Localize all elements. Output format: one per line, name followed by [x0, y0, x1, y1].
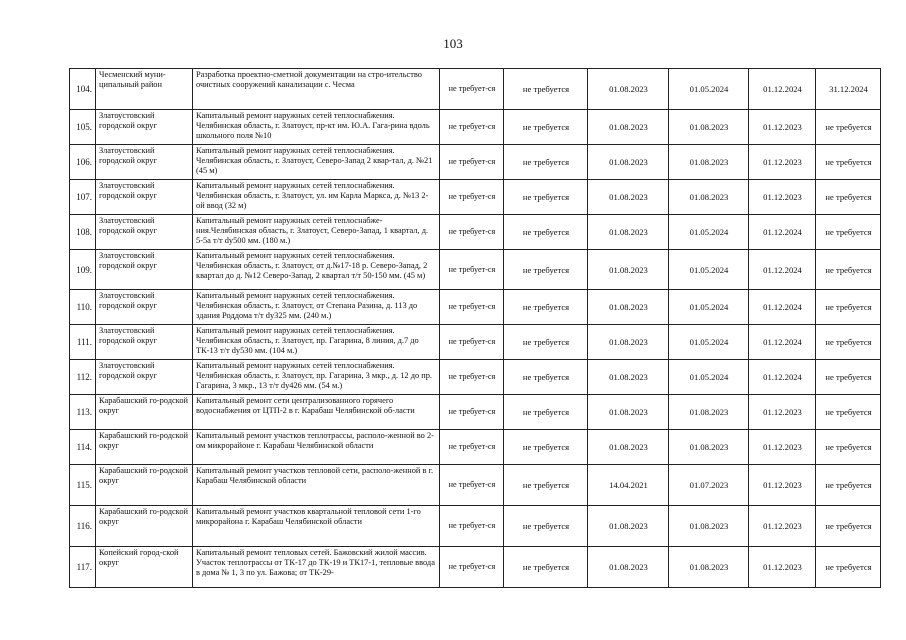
col-5-cell: 01.08.2023 [588, 215, 669, 250]
col-7-cell: 01.12.2023 [749, 430, 816, 465]
district-cell: Карабашский го-родской округ [96, 506, 193, 547]
col-7-cell: 01.12.2023 [749, 547, 816, 588]
district-cell: Златоустовский городской округ [96, 325, 193, 360]
col-8-cell: не требуется [816, 215, 881, 250]
col-5-cell: 01.08.2023 [588, 290, 669, 325]
table-body [70, 69, 881, 588]
col-3-cell: не требует-ся [440, 290, 504, 325]
row-number: 114. [70, 430, 96, 465]
description-cell: Капитальный ремонт участков тепловой сети, располо-женной в г. Карабаш Челябинской области [193, 465, 440, 506]
district-cell: Карабашский го-родской округ [96, 465, 193, 506]
col-4-cell: не требуется [504, 145, 588, 180]
table-row [70, 506, 881, 547]
col-8-cell: не требуется [816, 290, 881, 325]
col-8-cell: не требуется [816, 547, 881, 588]
description-cell: Капитальный ремонт наружных сетей теплоснабжения. Челябинская область, г. Златоуст, ул. им Карла Маркса, д. №13 2-ой ввод (32 м) [193, 180, 440, 215]
table-row [70, 290, 881, 325]
row-number: 112. [70, 360, 96, 395]
table-row [70, 110, 881, 145]
row-number: 104. [70, 69, 96, 110]
row-number: 106. [70, 145, 96, 180]
col-4-cell: не требуется [504, 547, 588, 588]
col-8-cell: не требуется [816, 250, 881, 290]
col-8-cell: не требуется [816, 395, 881, 430]
district-cell: Златоустовский городской округ [96, 250, 193, 290]
col-7-cell: 01.12.2024 [749, 250, 816, 290]
col-6-cell: 01.08.2023 [669, 180, 749, 215]
col-7-cell: 01.12.2023 [749, 506, 816, 547]
description-cell: Капитальный ремонт наружных сетей теплоснабжения. Челябинская область, г. Златоуст, пр. Гагарина, 8 линия, д.7 до ТК-13 т/т dy530 мм. (104 м.) [193, 325, 440, 360]
col-3-cell: не требует-ся [440, 110, 504, 145]
description-cell: Капитальный ремонт тепловых сетей. Бажовский жилой массив. Участок теплотрассы от ТК-17 до ТК-19 и ТК17-1, тепловые ввода в дома № 1, 3 по ул. Бажова; от ТК-29- [193, 547, 440, 588]
table-row [70, 180, 881, 215]
col-7-cell: 01.12.2023 [749, 110, 816, 145]
district-cell: Карабашский го-родской округ [96, 395, 193, 430]
col-4-cell: не требуется [504, 395, 588, 430]
col-5-cell: 01.08.2023 [588, 360, 669, 395]
row-number: 111. [70, 325, 96, 360]
col-6-cell: 01.08.2023 [669, 547, 749, 588]
table-row [70, 430, 881, 465]
works-table [69, 68, 881, 588]
col-6-cell: 01.05.2024 [669, 360, 749, 395]
district-cell: Златоустовский городской округ [96, 110, 193, 145]
col-7-cell: 01.12.2023 [749, 145, 816, 180]
col-5-cell: 01.08.2023 [588, 69, 669, 110]
col-4-cell: не требуется [504, 506, 588, 547]
col-6-cell: 01.05.2024 [669, 325, 749, 360]
description-cell: Капитальный ремонт наружных сетей теплоснабжения. Челябинская область, г. Златоуст, пр-кт им. Ю.А. Гага-рина вдоль школьного поля №10 [193, 110, 440, 145]
col-5-cell: 01.08.2023 [588, 325, 669, 360]
col-8-cell: не требуется [816, 506, 881, 547]
col-3-cell: не требует-ся [440, 180, 504, 215]
col-8-cell: не требуется [816, 180, 881, 215]
col-4-cell: не требуется [504, 465, 588, 506]
col-8-cell: не требуется [816, 465, 881, 506]
table-row [70, 360, 881, 395]
col-7-cell: 01.12.2024 [749, 325, 816, 360]
col-5-cell: 01.08.2023 [588, 145, 669, 180]
col-4-cell: не требуется [504, 215, 588, 250]
description-cell: Капитальный ремонт наружных сетей теплоснабже-ния.Челябинская область, г. Златоуст, Северо-Запад, 1 квартал, д. 5-5а т/т dy500 мм. (180 м.) [193, 215, 440, 250]
table-row [70, 325, 881, 360]
col-7-cell: 01.12.2024 [749, 69, 816, 110]
col-6-cell: 01.05.2024 [669, 250, 749, 290]
col-8-cell: не требуется [816, 325, 881, 360]
table-row [70, 215, 881, 250]
table-row [70, 145, 881, 180]
col-5-cell: 01.08.2023 [588, 430, 669, 465]
col-5-cell: 01.08.2023 [588, 110, 669, 145]
col-6-cell: 01.08.2023 [669, 430, 749, 465]
description-cell: Капитальный ремонт наружных сетей теплоснабжения. Челябинская область, г. Златоуст, от Степана Разина, д. 113 до здания Роддома т/т dy325 мм. (240 м.) [193, 290, 440, 325]
col-4-cell: не требуется [504, 110, 588, 145]
col-7-cell: 01.12.2023 [749, 395, 816, 430]
col-7-cell: 01.12.2023 [749, 180, 816, 215]
col-4-cell: не требуется [504, 360, 588, 395]
district-cell: Златоустовский городской округ [96, 180, 193, 215]
col-3-cell: не требует-ся [440, 465, 504, 506]
col-5-cell: 01.08.2023 [588, 506, 669, 547]
row-number: 109. [70, 250, 96, 290]
col-3-cell: не требует-ся [440, 250, 504, 290]
description-cell: Капитальный ремонт участков теплотрассы, располо-женной во 2-ом микрорайоне г. Карабаш Челябинской области [193, 430, 440, 465]
col-8-cell: не требуется [816, 110, 881, 145]
row-number: 116. [70, 506, 96, 547]
col-7-cell: 01.12.2024 [749, 215, 816, 250]
col-5-cell: 01.08.2023 [588, 180, 669, 215]
row-number: 107. [70, 180, 96, 215]
col-7-cell: 01.12.2024 [749, 360, 816, 395]
col-3-cell: не требует-ся [440, 69, 504, 110]
col-4-cell: не требуется [504, 325, 588, 360]
col-5-cell: 01.08.2023 [588, 250, 669, 290]
col-5-cell: 01.08.2023 [588, 547, 669, 588]
district-cell: Златоустовский городской округ [96, 360, 193, 395]
col-4-cell: не требуется [504, 69, 588, 110]
page-number: 103 [443, 36, 463, 51]
col-7-cell: 01.12.2024 [749, 290, 816, 325]
col-7-cell: 01.12.2023 [749, 465, 816, 506]
col-3-cell: не требует-ся [440, 145, 504, 180]
col-8-cell: 31.12.2024 [816, 69, 881, 110]
description-cell: Капитальный ремонт сети централизованного горячего водоснабжения от ЦТП-2 в г. Карабаш Челябинской об-ласти [193, 395, 440, 430]
description-cell: Капитальный ремонт участков квартальной тепловой сети 1-го микрорайона г. Карабаш Челябинской области [193, 506, 440, 547]
row-number: 108. [70, 215, 96, 250]
district-cell: Златоустовский городской округ [96, 145, 193, 180]
description-cell: Капитальный ремонт наружных сетей теплоснабжения. Челябинская область, г. Златоуст, пр. Гагарина, 3 мкр., д. 12 до пр. Гагарина, 3 мкр., 13 т/т dy426 мм. (54 м.) [193, 360, 440, 395]
table-row [70, 395, 881, 430]
row-number: 110. [70, 290, 96, 325]
col-4-cell: не требуется [504, 430, 588, 465]
col-8-cell: не требуется [816, 360, 881, 395]
col-6-cell: 01.07.2023 [669, 465, 749, 506]
col-6-cell: 01.08.2023 [669, 395, 749, 430]
col-5-cell: 01.08.2023 [588, 395, 669, 430]
col-6-cell: 01.05.2024 [669, 290, 749, 325]
col-5-cell: 14.04.2021 [588, 465, 669, 506]
col-3-cell: не требует-ся [440, 215, 504, 250]
district-cell: Златоустовский городской округ [96, 290, 193, 325]
description-cell: Разработка проектно-сметной документации на стро-ительство очистных сооружений канализации с. Чесма [193, 69, 440, 110]
col-4-cell: не требуется [504, 180, 588, 215]
col-6-cell: 01.05.2024 [669, 215, 749, 250]
col-3-cell: не требует-ся [440, 506, 504, 547]
row-number: 117. [70, 547, 96, 588]
description-cell: Капитальный ремонт наружных сетей теплоснабжения. Челябинская область, г. Златоуст, от д.№17-18 р. Северо-Запад, 2 квартал до д. №12 Северо-Запад, 2 квартал т/т 50-150 мм. (45 м) [193, 250, 440, 290]
table-row [70, 465, 881, 506]
col-6-cell: 01.08.2023 [669, 145, 749, 180]
col-8-cell: не требуется [816, 145, 881, 180]
col-6-cell: 01.05.2024 [669, 69, 749, 110]
col-3-cell: не требует-ся [440, 430, 504, 465]
table-row [70, 250, 881, 290]
col-4-cell: не требуется [504, 250, 588, 290]
col-3-cell: не требует-ся [440, 360, 504, 395]
district-cell: Чесменский муни-ципальный район [96, 69, 193, 110]
col-3-cell: не требует-ся [440, 547, 504, 588]
row-number: 113. [70, 395, 96, 430]
col-3-cell: не требует-ся [440, 325, 504, 360]
col-3-cell: не требует-ся [440, 395, 504, 430]
col-6-cell: 01.08.2023 [669, 110, 749, 145]
col-6-cell: 01.08.2023 [669, 506, 749, 547]
col-8-cell: не требуется [816, 430, 881, 465]
description-cell: Капитальный ремонт наружных сетей теплоснабжения. Челябинская область, г. Златоуст, Северо-Запад 2 квар-тал, д. №21 (45 м) [193, 145, 440, 180]
table-row [70, 69, 881, 110]
district-cell: Карабашский го-родской округ [96, 430, 193, 465]
district-cell: Копейский город-ской округ [96, 547, 193, 588]
col-4-cell: не требуется [504, 290, 588, 325]
row-number: 105. [70, 110, 96, 145]
district-cell: Златоустовский городской округ [96, 215, 193, 250]
row-number: 115. [70, 465, 96, 506]
table-row [70, 547, 881, 588]
